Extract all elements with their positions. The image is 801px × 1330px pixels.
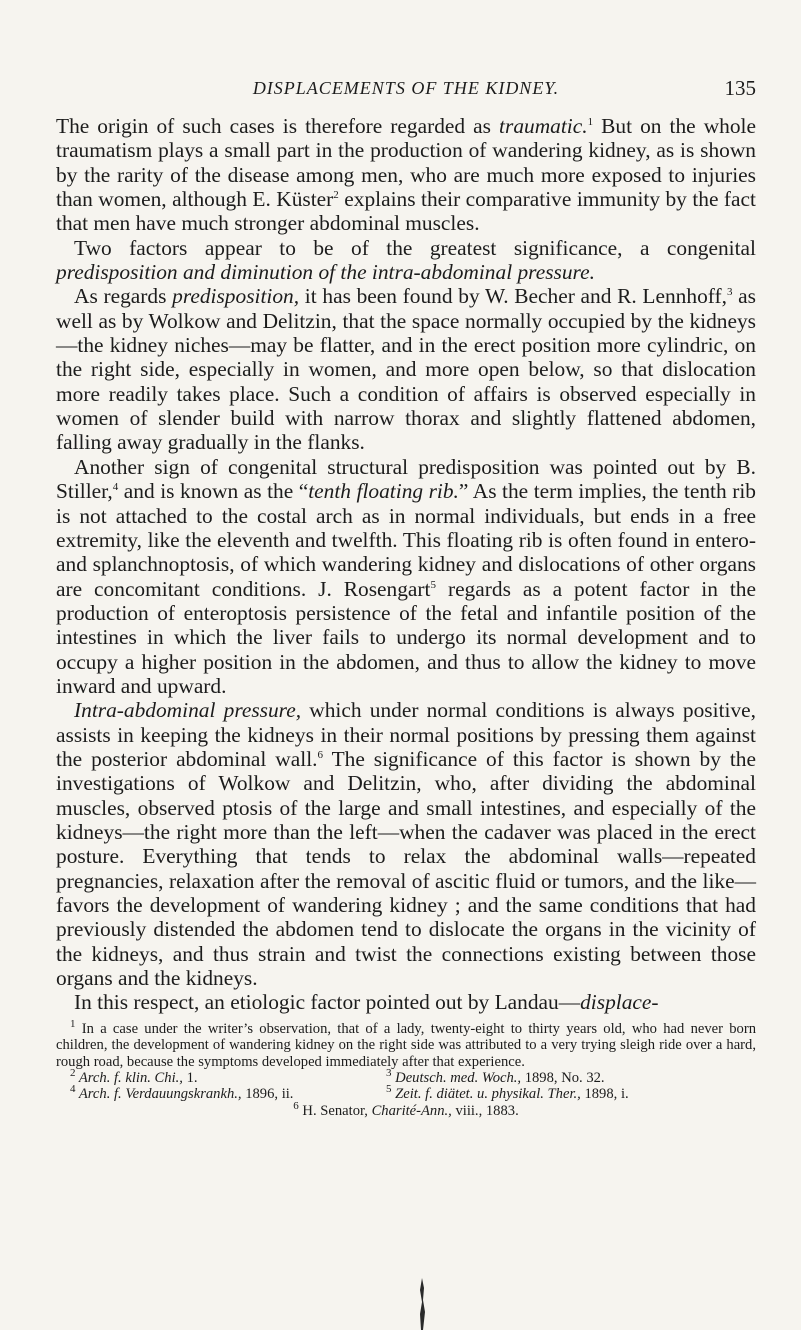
footnote-2: $^2$ Arch. f. klin. Chi., 1.	[70, 1067, 198, 1086]
footnote-ref-1: 1	[587, 115, 594, 128]
footnote-6: $^6$ H. Senator, Charité-Ann., viii., 1883.	[293, 1099, 519, 1119]
book-page	[56, 74, 756, 1119]
footnote-ref-2: 2	[333, 188, 339, 201]
binding-mark	[418, 1278, 426, 1330]
footnote-5: $^5$ Zeit. f. diätet. u. physikal. Ther., 1898, i.	[386, 1083, 629, 1103]
footnote-ref-6: 6	[317, 748, 323, 761]
paragraph-5: Intra-abdominal pressure, which under normal conditions is always positive, assists in keeping the kidneys in their normal positions by pressing them against the posterior abdominal wall.$^6$ The significance of this factor is shown by the investigations of Wolkow and Delitzin, who, after dividing the abdominal muscles, observed ptosis of the large and small intestines, and especially of the kidneys—the right more than the left—when the cadaver was placed in the erect posture. Everything that tends to relax the abdominal walls—repeated pregnancies, relaxation after the removal of ascitic fluid or tumors, and the like—favors the development of wandering kidney ; and the same conditions that had previously distended the abdomen tend to dislocate the organs in the vicinity of the kidneys, and thus strain and twist the connections existing between those organs and the kidneys.	[56, 698, 756, 991]
paragraph-1: The origin of such cases is therefore regarded as traumatic.$^1$ But on the whole traumatism plays a small part in the production of wandering kidney, as is shown by the rarity of the disease among men, who are much more exposed to injuries than women, although E. Küster$^2$ explains their comparative immunity by the fact that men have much stronger abdominal muscles.	[56, 114, 756, 236]
footnote-ref-4: 4	[112, 481, 119, 494]
paragraph-6: In this respect, an etiologic factor pointed out by Landau—displace-	[74, 990, 659, 1015]
footnote-row-4-5	[56, 1083, 756, 1103]
paragraph-3: As regards predisposition, it has been found by W. Becher and R. Lennhoff,$^3$ as well as by Wolkow and Delitzin, that the space normally occupied by the kidneys—the kidney niches—may be flatter, and in the erect position more cylindric, on the right side, especially in women, and more open below, so that dislocation more readily takes place. Such a condition of affairs is observed especially in women of slender build with narrow thorax and slightly flattened abdomen, falling away gradually in the flanks.	[56, 284, 757, 455]
page-number: 135	[724, 76, 756, 100]
running-title: DISPLACEMENTS OF THE KIDNEY.	[252, 78, 560, 98]
footnote-row-2-3	[56, 1067, 756, 1086]
footnote-3: $^3$ Deutsch. med. Woch., 1898, No. 32.	[386, 1067, 605, 1086]
footnote-ref-3: 3	[726, 286, 733, 299]
running-head	[56, 74, 756, 102]
footnote-ref-5: 5	[430, 578, 436, 591]
footnotes	[56, 1017, 756, 1119]
footnote-4: $^4$ Arch. f. Verdauungskrankh., 1896, ii.	[70, 1083, 294, 1103]
body-text	[56, 114, 756, 1015]
paragraph-2: Two factors appear to be of the greatest significance, a congenital predisposition and diminution of the intra-abdominal pressure.	[56, 235, 756, 285]
footnote-1: $^1$ In a case under the writer’s observation, that of a lady, twenty-eight to thirty years old, who had never born children, the development of wandering kidney on the right side was attributed to a very trying sleigh ride over a hard, rough road, because the symptoms developed immediately after that experience.	[56, 1017, 756, 1070]
paragraph-4: Another sign of congenital structural predisposition was pointed out by B. Stiller,$^4$ and is known as the “tenth floating rib.” As the term implies, the tenth rib is not attached to the costal arch as in normal individuals, but ends in a free extremity, like the eleventh and twelfth. This floating rib is often found in entero- and splanchnoptosis, of which wandering kidney and dislocations of other organs are concomitant conditions. J. Rosengart$^5$ regards as a potent factor in the production of enteroptosis persistence of the fetal and infantile position of the intestines in which the liver fails to undergo its normal development and to occupy a higher position in the abdomen, and thus to allow the kidney to move inward and upward.	[56, 454, 756, 698]
